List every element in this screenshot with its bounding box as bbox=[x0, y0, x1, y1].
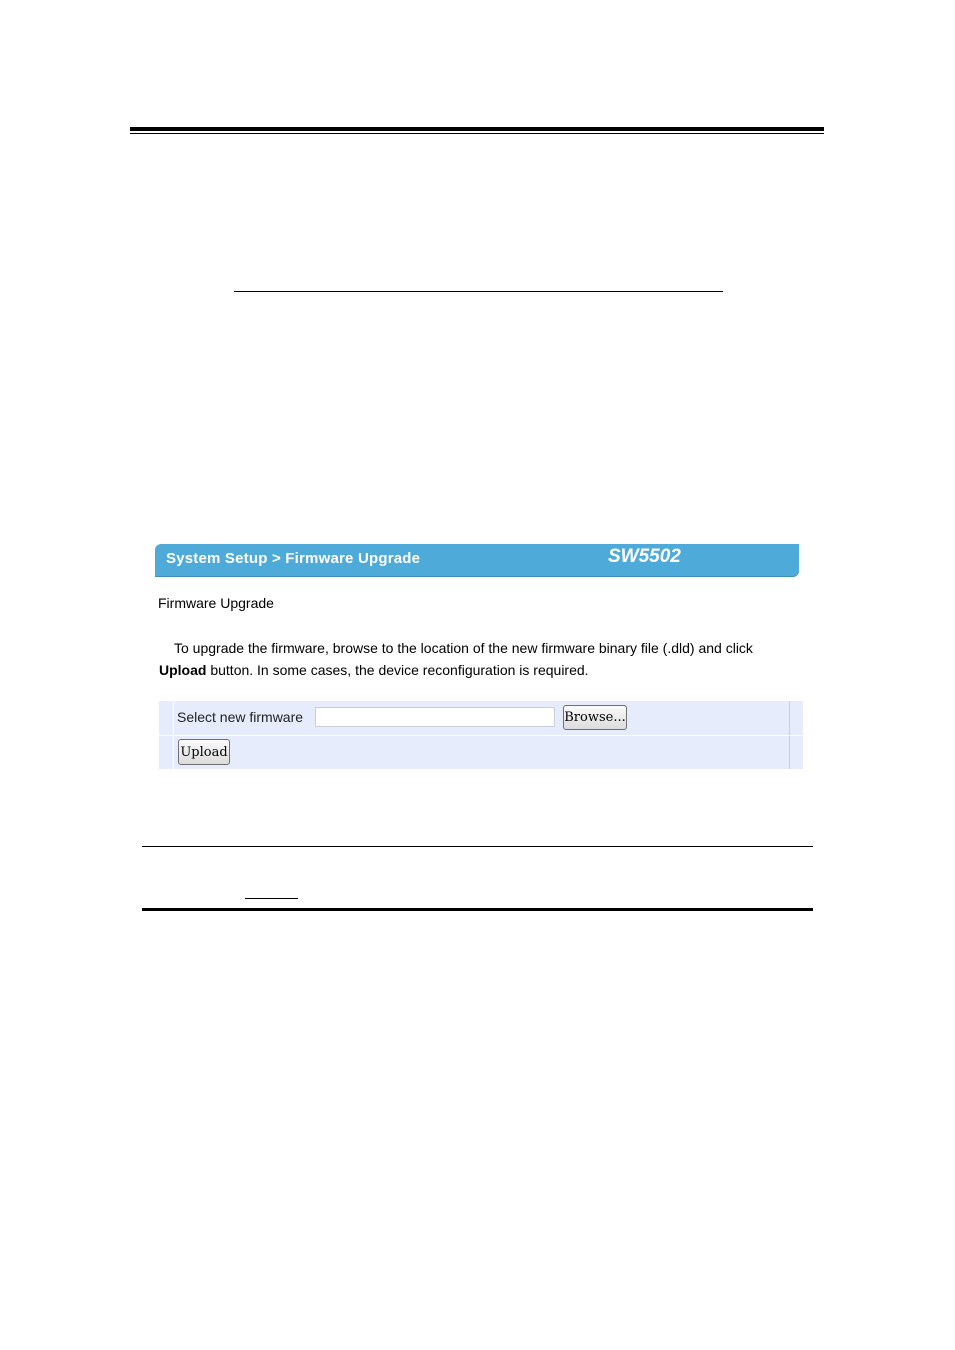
firmware-form bbox=[159, 701, 803, 769]
header-rule-thick bbox=[130, 127, 824, 131]
firmware-file-field[interactable] bbox=[315, 707, 555, 727]
note-rule-top bbox=[142, 846, 813, 847]
note-rule-bottom bbox=[142, 908, 813, 911]
page-title: Firmware Upgrade bbox=[158, 595, 274, 611]
upload-keyword: Upload bbox=[159, 662, 207, 678]
select-firmware-label: Select new firmware bbox=[177, 709, 304, 725]
instructions-line-2 bbox=[159, 659, 799, 681]
row-divider bbox=[159, 735, 803, 736]
model-name: SW5502 bbox=[608, 546, 681, 567]
note-link-underline[interactable] bbox=[245, 898, 298, 899]
breadcrumb: System Setup > Firmware Upgrade bbox=[166, 550, 421, 567]
header-rule-thin bbox=[130, 133, 824, 134]
page-banner bbox=[155, 544, 799, 577]
instructions-tail: button. In some cases, the device reconfiguration is required. bbox=[206, 662, 589, 678]
section-underline bbox=[234, 291, 723, 292]
instructions-line-1: To upgrade the firmware, browse to the location of the new firmware binary file (.dld) and click bbox=[174, 640, 753, 656]
browse-button[interactable]: Browse... bbox=[563, 705, 627, 730]
instructions-text bbox=[159, 637, 799, 681]
upload-button[interactable]: Upload bbox=[178, 739, 230, 765]
